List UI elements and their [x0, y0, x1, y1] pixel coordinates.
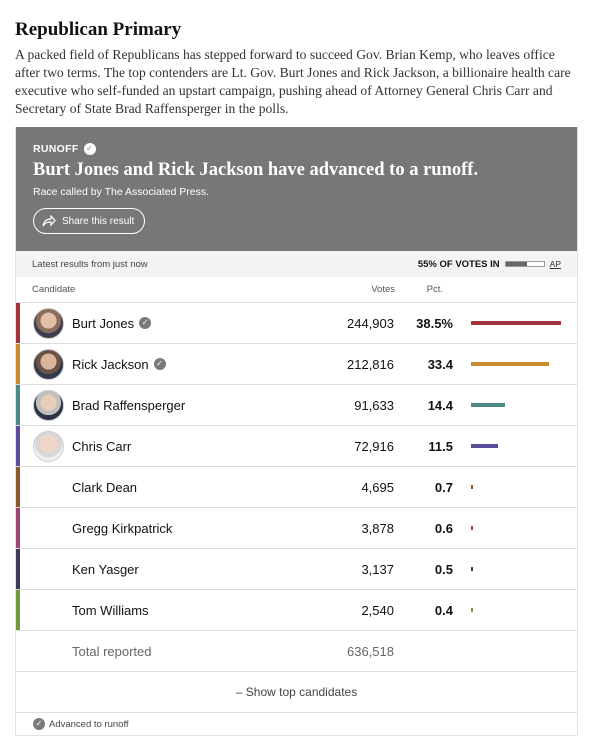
candidate-pct: 0.5: [434, 561, 453, 577]
candidate-name: [72, 480, 137, 495]
race-intro: A packed field of Republicans has stepped forward to succeed Gov. Brian Kemp, who leaves office after two terms. The top contenders are Lt. Gov. Burt Jones and Rick Jackson, a billionaire health care executive who self-funded an upstart campaign, pushing ahead of Attorney General Chris Carr and Secretary of State Brad Raffensperger in the polls.: [15, 47, 571, 116]
candidate-pct: 14.4: [427, 397, 453, 413]
candidate-pct-bar: [471, 444, 498, 448]
candidate-pct-bar: [471, 403, 505, 407]
candidate-pct: 33.4: [427, 356, 453, 372]
candidate-votes: 244,903: [347, 315, 394, 331]
candidate-votes: 2,540: [361, 602, 394, 618]
candidate-pct: 0.7: [434, 479, 453, 495]
total-votes: 636,518: [347, 643, 394, 659]
candidate-pct: 11.5: [428, 438, 453, 454]
status-bar: [16, 251, 577, 277]
legend-label: Advanced to runoff: [49, 718, 129, 730]
check-circle-icon: ✓: [154, 358, 166, 370]
votes-in-progress-fill: [506, 262, 527, 266]
check-circle-icon: ✓: [84, 143, 96, 155]
candidate-pct-bar: [471, 608, 473, 612]
runoff-banner: [16, 127, 577, 251]
candidate-photo: [33, 349, 64, 380]
candidate-pct: 38.5%: [416, 315, 453, 331]
candidate-name: [72, 603, 149, 618]
candidate-color-marker: [16, 590, 20, 630]
candidate-votes: 3,878: [361, 520, 394, 536]
total-label: Total reported: [72, 643, 152, 659]
share-label: Share this result: [62, 215, 135, 227]
runoff-label: RUNOFF: [33, 143, 79, 155]
candidate-color-marker: [16, 426, 20, 466]
candidate-pct: 0.4: [434, 602, 453, 618]
table-row: [16, 426, 577, 467]
candidate-name: [72, 521, 172, 536]
candidate-votes: 91,633: [354, 397, 394, 413]
table-row: [16, 508, 577, 549]
candidate-name-text: Burt Jones: [72, 315, 135, 331]
candidate-color-marker: [16, 508, 20, 548]
candidate-name: [72, 439, 131, 454]
race-header: [15, 18, 578, 118]
candidate-pct-bar: [471, 526, 473, 530]
candidate-name-text: Gregg Kirkpatrick: [72, 520, 173, 536]
share-result-button[interactable]: [33, 208, 145, 234]
candidate-name: [72, 562, 139, 577]
candidate-photo: [33, 431, 64, 462]
col-candidate: Candidate: [32, 284, 76, 295]
candidate-pct-bar: [471, 567, 473, 571]
candidate-name-text: Rick Jackson: [72, 356, 149, 372]
check-circle-icon: ✓: [139, 317, 151, 329]
candidate-name-text: Clark Dean: [72, 479, 138, 495]
table-row: [16, 385, 577, 426]
candidate-color-marker: [16, 549, 20, 589]
table-header: [16, 277, 577, 303]
candidate-pct-bar: [471, 485, 473, 489]
votes-in-indicator: [418, 259, 561, 270]
total-row: [16, 631, 577, 672]
table-row: [16, 344, 577, 385]
last-updated: Latest results from just now: [32, 258, 148, 270]
votes-in-progress-bar: [505, 261, 545, 267]
table-row: [16, 467, 577, 508]
candidate-color-marker: [16, 344, 20, 384]
table-row: [16, 549, 577, 590]
candidate-votes: 4,695: [361, 479, 394, 495]
candidate-name-text: Chris Carr: [72, 438, 132, 454]
candidate-pct: 0.6: [434, 520, 453, 536]
candidate-color-marker: [16, 467, 20, 507]
col-votes: Votes: [371, 284, 395, 295]
candidate-name: [72, 398, 185, 413]
check-circle-icon: ✓: [33, 718, 45, 730]
banner-headline: Burt Jones and Rick Jackson have advanced to a runoff.: [33, 160, 479, 180]
candidate-photo: [33, 308, 64, 339]
candidate-name: [72, 357, 166, 372]
candidate-votes: 3,137: [361, 561, 394, 577]
candidate-pct-bar: [471, 362, 549, 366]
runoff-tag: [33, 143, 560, 155]
show-top-candidates-button[interactable]: – Show top candidates: [16, 672, 577, 713]
candidate-name-text: Brad Raffensperger: [72, 397, 186, 413]
results-table: [16, 277, 577, 672]
col-pct: Pct.: [426, 284, 443, 295]
candidate-votes: 72,916: [354, 438, 394, 454]
results-card: [15, 127, 578, 736]
page-title: Republican Primary: [15, 19, 182, 40]
candidate-name: [72, 316, 151, 331]
table-row: [16, 303, 577, 344]
candidate-photo: [33, 390, 64, 421]
share-arrow-icon: [42, 215, 56, 227]
candidate-name-text: Ken Yasger: [72, 561, 139, 577]
ap-source-link[interactable]: AP: [549, 259, 561, 269]
banner-subline: Race called by The Associated Press.: [33, 186, 210, 198]
candidate-color-marker: [16, 303, 20, 343]
candidate-pct-bar: [471, 321, 561, 325]
legend: [16, 713, 577, 735]
candidate-votes: 212,816: [347, 356, 394, 372]
votes-in-label: 55% OF VOTES IN: [417, 258, 500, 270]
table-body: [16, 303, 577, 631]
candidate-name-text: Tom Williams: [72, 602, 149, 618]
table-row: [16, 590, 577, 631]
candidate-color-marker: [16, 385, 20, 425]
